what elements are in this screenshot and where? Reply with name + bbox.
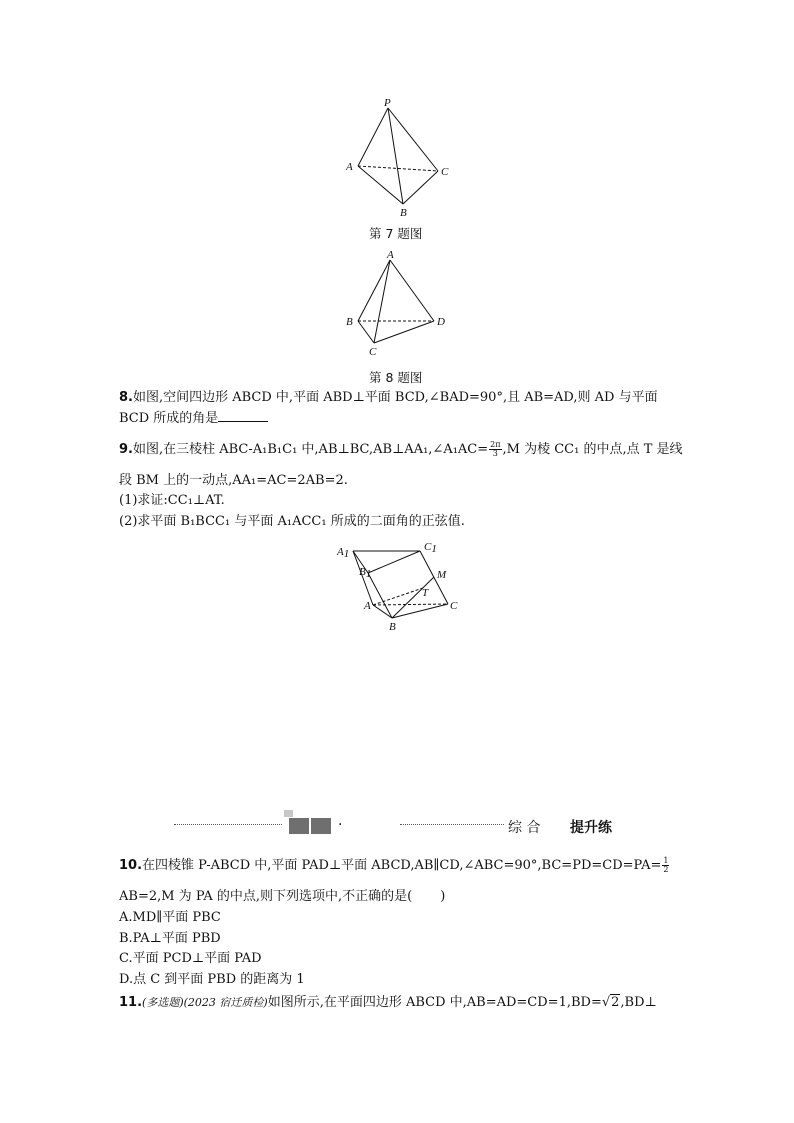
question-10-number: 10. [119,858,143,873]
question-10-line-1 [119,857,670,875]
figure-8-label-c: C [369,346,377,358]
sqrt-value: 2 [611,995,620,1010]
question-9-part-2-text: (2)求平面 B₁BCC₁ 与平面 A₁ACC₁ 所成的二面角的正弦值. [119,514,465,529]
half-fraction [662,857,669,874]
option-d[interactable]: D.点 C 到平面 PBD 的距离为 1 [119,972,305,987]
figure-9-label-m: M [437,569,447,581]
fraction-numerator: 1 [663,856,669,865]
answer-blank[interactable] [218,409,268,422]
figure-9-label-c1: C1 [424,541,437,555]
question-8-number: 8. [119,390,133,405]
figure-9-label-b1: B1 [359,566,372,580]
question-8-line-1 [119,389,658,407]
option-c[interactable]: C.平面 PCD⊥平面 PAD [119,951,262,966]
figure-9-label-t: T [422,587,429,599]
section-block-icon [289,818,309,834]
figure-9-label-c: C [450,600,458,612]
section-divider-left [174,824,282,825]
question-10-text-2: AB=2,M 为 PA 的中点,则下列选项中,不正确的是( [119,889,413,904]
question-8-text-2: BCD 所成的角是 [119,411,219,426]
section-divider-right [400,824,504,825]
question-9-text-1-end: ,M 为棱 CC₁ 的中点,点 T 是线 [502,442,683,457]
fraction-numerator: 2π [490,440,501,449]
figure-8 [340,248,460,360]
question-8-line-2 [119,409,268,428]
question-10-text-1: 在四棱锥 P-ABCD 中,平面 PAD⊥平面 ABCD,AB∥CD,∠ABC=90°,BC=PD=CD=PA= [142,858,662,873]
question-9-text-2: 段 BM 上的一动点,AA₁=AC=2AB=2. [119,473,348,488]
section-block-icon [311,818,331,834]
question-9-text-1: 如图,在三棱柱 ABC-A₁B₁C₁ 中,AB⊥BC,AB⊥AA₁,∠A₁AC= [132,442,489,457]
sqrt-symbol: √ [601,995,611,1010]
figure-7-label-c: C [441,166,449,178]
question-11-number: 11. [119,995,143,1010]
figure-7-label-b: B [400,207,407,219]
figure-8-label-a: A [387,249,394,261]
question-10-line-2 [119,888,445,906]
option-a[interactable]: A.MD∥平面 PBC [119,910,221,925]
section-dot: · [338,817,343,833]
figure-7-tetrahedron [340,96,460,220]
option-b[interactable]: B.PA⊥平面 PBD [119,931,221,946]
question-11-text: 如图所示,在平面四边形 ABCD 中,AB=AD=CD=1,BD= [267,995,602,1010]
question-8-text: 如图,空间四边形 ABCD 中,平面 ABD⊥平面 BCD,∠BAD=90°,且 AB=AD,则 AD 与平面 [132,390,658,405]
figure-8-caption: 第 8 题图 [369,370,423,385]
figure-7-caption: 第 7 题图 [369,226,423,241]
question-10-paren-close: ) [440,889,446,904]
figure-8-label-d: D [437,316,445,328]
figure-7-label-a: A [346,161,353,173]
figure-8-label-b: B [346,316,353,328]
figure-9-label-a: A [364,600,371,612]
question-11-line-1 [119,994,657,1012]
question-9-part-2 [119,513,465,531]
figure-9-label-b: B [389,621,396,633]
section-label-improve: 提升练 [570,820,612,836]
question-9-part-1 [119,492,225,510]
section-block-icon [284,810,293,817]
angle-fraction [489,441,501,458]
question-9-line-1 [119,441,683,459]
fraction-denominator: 2 [663,865,669,874]
question-11-text-end: ,BD⊥ [620,995,657,1010]
question-9-line-2 [119,472,348,490]
figure-9-prism [333,538,463,634]
section-label-comprehensive: 综 合 [508,820,541,836]
fraction-denominator: 3 [492,449,498,458]
question-11-tag: (多选题)(2023 宿迁质检) [142,996,268,1009]
figure-8-tetrahedron [340,248,460,360]
figure-9 [333,538,463,634]
figure-7-label-p: P [384,97,391,109]
question-9-part-1-text: (1)求证:CC₁⊥AT. [119,493,225,508]
question-9-number: 9. [119,442,133,457]
figure-7 [340,96,460,220]
figure-9-label-a1: A1 [337,546,350,560]
section-header [0,808,794,838]
